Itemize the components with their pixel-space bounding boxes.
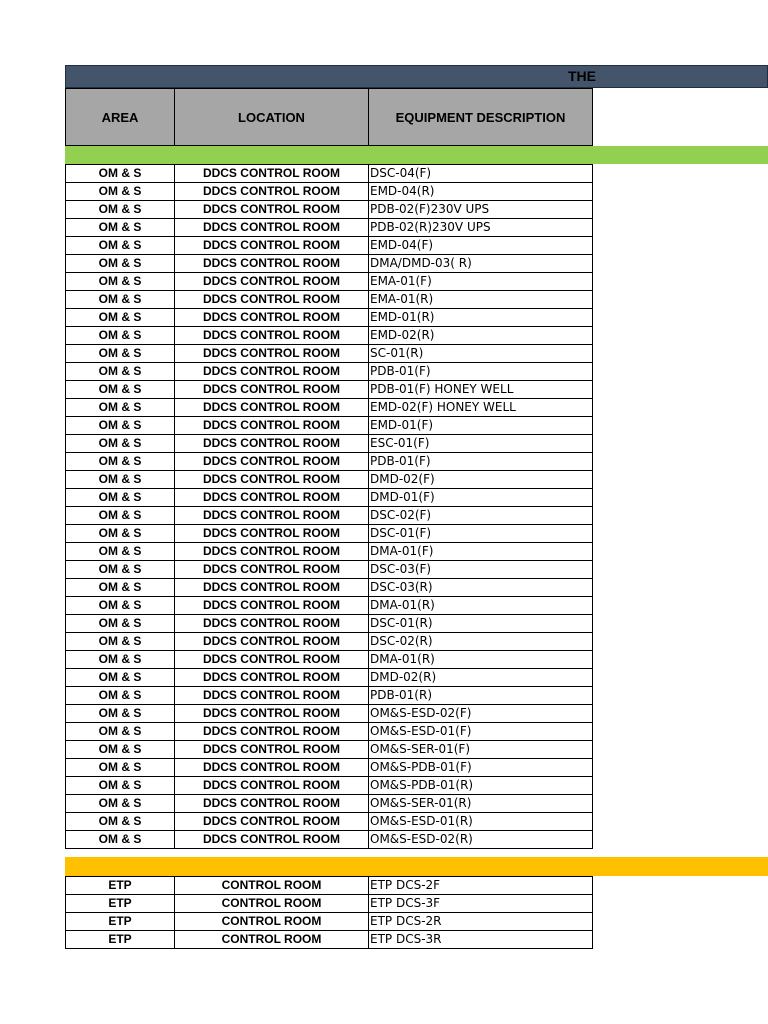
equipment-cell[interactable]: DMD-02(R) bbox=[369, 669, 593, 687]
equipment-cell[interactable]: OM&S-ESD-02(R) bbox=[369, 831, 593, 849]
table-row bbox=[66, 309, 593, 327]
area-cell[interactable]: OM & S bbox=[66, 507, 175, 525]
area-cell[interactable]: OM & S bbox=[66, 345, 175, 363]
equipment-cell[interactable]: OM&S-ESD-02(F) bbox=[369, 705, 593, 723]
location-cell[interactable]: DDCS CONTROL ROOM bbox=[175, 381, 369, 399]
area-cell[interactable]: OM & S bbox=[66, 687, 175, 705]
table-row bbox=[66, 777, 593, 795]
equipment-cell[interactable]: EMD-04(F) bbox=[369, 237, 593, 255]
area-cell[interactable]: OM & S bbox=[66, 309, 175, 327]
equipment-cell[interactable]: ETP DCS-3R bbox=[369, 931, 593, 949]
header-location[interactable]: LOCATION bbox=[174, 88, 369, 146]
equipment-cell[interactable]: DSC-03(R) bbox=[369, 579, 593, 597]
area-cell[interactable]: OM & S bbox=[66, 363, 175, 381]
table-row bbox=[66, 651, 593, 669]
location-cell[interactable]: DDCS CONTROL ROOM bbox=[175, 705, 369, 723]
area-cell[interactable]: OM & S bbox=[66, 381, 175, 399]
header-area[interactable]: AREA bbox=[65, 88, 175, 146]
equipment-cell[interactable]: ETP DCS-3F bbox=[369, 895, 593, 913]
equipment-cell[interactable]: PDB-01(F) bbox=[369, 453, 593, 471]
table-row bbox=[66, 525, 593, 543]
equipment-cell[interactable]: OM&S-PDB-01(F) bbox=[369, 759, 593, 777]
table-row bbox=[66, 507, 593, 525]
location-cell[interactable]: DDCS CONTROL ROOM bbox=[175, 525, 369, 543]
location-cell[interactable]: DDCS CONTROL ROOM bbox=[175, 327, 369, 345]
equipment-cell[interactable]: ETP DCS-2F bbox=[369, 877, 593, 895]
table-row bbox=[66, 381, 593, 399]
location-cell[interactable]: DDCS CONTROL ROOM bbox=[175, 453, 369, 471]
location-cell[interactable]: DDCS CONTROL ROOM bbox=[175, 651, 369, 669]
table-row bbox=[66, 345, 593, 363]
equipment-cell[interactable]: OM&S-PDB-01(R) bbox=[369, 777, 593, 795]
table-row bbox=[66, 795, 593, 813]
area-cell[interactable]: OM & S bbox=[66, 237, 175, 255]
area-cell[interactable]: ETP bbox=[66, 895, 175, 913]
location-cell[interactable]: DDCS CONTROL ROOM bbox=[175, 597, 369, 615]
equipment-cell[interactable]: DMA-01(R) bbox=[369, 651, 593, 669]
location-cell[interactable]: DDCS CONTROL ROOM bbox=[175, 633, 369, 651]
location-cell[interactable]: DDCS CONTROL ROOM bbox=[175, 471, 369, 489]
area-cell[interactable]: OM & S bbox=[66, 219, 175, 237]
table-row bbox=[66, 687, 593, 705]
area-cell[interactable]: ETP bbox=[66, 877, 175, 895]
location-cell[interactable]: CONTROL ROOM bbox=[175, 931, 369, 949]
equipment-cell[interactable]: PDB-02(R)230V UPS bbox=[369, 219, 593, 237]
table-row bbox=[66, 255, 593, 273]
location-cell[interactable]: DDCS CONTROL ROOM bbox=[175, 669, 369, 687]
area-cell[interactable]: OM & S bbox=[66, 399, 175, 417]
location-cell[interactable]: CONTROL ROOM bbox=[175, 913, 369, 931]
equipment-cell[interactable]: DMA/DMD-03( R) bbox=[369, 255, 593, 273]
area-cell[interactable]: OM & S bbox=[66, 543, 175, 561]
location-cell[interactable]: DDCS CONTROL ROOM bbox=[175, 435, 369, 453]
section-divider-orange bbox=[65, 857, 768, 876]
area-cell[interactable]: ETP bbox=[66, 931, 175, 949]
equipment-cell[interactable]: EMD-02(F) HONEY WELL bbox=[369, 399, 593, 417]
table-row bbox=[66, 931, 593, 949]
table-row bbox=[66, 183, 593, 201]
location-cell[interactable]: DDCS CONTROL ROOM bbox=[175, 777, 369, 795]
area-cell[interactable]: OM & S bbox=[66, 633, 175, 651]
location-cell[interactable]: DDCS CONTROL ROOM bbox=[175, 579, 369, 597]
area-cell[interactable]: OM & S bbox=[66, 777, 175, 795]
equipment-cell[interactable]: DMD-01(F) bbox=[369, 489, 593, 507]
table-row bbox=[66, 327, 593, 345]
location-cell[interactable]: DDCS CONTROL ROOM bbox=[175, 723, 369, 741]
equipment-cell[interactable]: DMD-02(F) bbox=[369, 471, 593, 489]
table-row bbox=[66, 705, 593, 723]
location-cell[interactable]: DDCS CONTROL ROOM bbox=[175, 489, 369, 507]
area-cell[interactable]: OM & S bbox=[66, 723, 175, 741]
equipment-cell[interactable]: DSC-03(F) bbox=[369, 561, 593, 579]
table-row bbox=[66, 165, 593, 183]
equipment-cell[interactable]: EMD-01(R) bbox=[369, 309, 593, 327]
equipment-cell[interactable]: DSC-01(R) bbox=[369, 615, 593, 633]
location-cell[interactable]: CONTROL ROOM bbox=[175, 877, 369, 895]
location-cell[interactable]: DDCS CONTROL ROOM bbox=[175, 813, 369, 831]
location-cell[interactable]: DDCS CONTROL ROOM bbox=[175, 291, 369, 309]
location-cell[interactable]: DDCS CONTROL ROOM bbox=[175, 363, 369, 381]
table-row bbox=[66, 435, 593, 453]
equipment-cell[interactable]: EMA-01(F) bbox=[369, 273, 593, 291]
area-cell[interactable]: OM & S bbox=[66, 651, 175, 669]
equipment-cell[interactable]: ETP DCS-2R bbox=[369, 913, 593, 931]
equipment-cell[interactable]: DSC-01(F) bbox=[369, 525, 593, 543]
location-cell[interactable]: DDCS CONTROL ROOM bbox=[175, 165, 369, 183]
equipment-cell[interactable]: DSC-02(F) bbox=[369, 507, 593, 525]
equipment-cell[interactable]: DSC-02(R) bbox=[369, 633, 593, 651]
area-cell[interactable]: OM & S bbox=[66, 831, 175, 849]
area-cell[interactable]: OM & S bbox=[66, 795, 175, 813]
location-cell[interactable]: DDCS CONTROL ROOM bbox=[175, 831, 369, 849]
table-row bbox=[66, 399, 593, 417]
equipment-cell[interactable]: OM&S-ESD-01(F) bbox=[369, 723, 593, 741]
table-row bbox=[66, 237, 593, 255]
table-row bbox=[66, 579, 593, 597]
table-row bbox=[66, 471, 593, 489]
area-cell[interactable]: OM & S bbox=[66, 759, 175, 777]
location-cell[interactable]: DDCS CONTROL ROOM bbox=[175, 237, 369, 255]
equipment-cell[interactable]: DMA-01(F) bbox=[369, 543, 593, 561]
sheet-title: THE bbox=[568, 68, 596, 84]
area-cell[interactable]: OM & S bbox=[66, 255, 175, 273]
location-cell[interactable]: DDCS CONTROL ROOM bbox=[175, 219, 369, 237]
table-row bbox=[66, 759, 593, 777]
location-cell[interactable]: CONTROL ROOM bbox=[175, 895, 369, 913]
location-cell[interactable]: DDCS CONTROL ROOM bbox=[175, 795, 369, 813]
table-row bbox=[66, 741, 593, 759]
table-row bbox=[66, 543, 593, 561]
location-cell[interactable]: DDCS CONTROL ROOM bbox=[175, 183, 369, 201]
area-cell[interactable]: OM & S bbox=[66, 327, 175, 345]
table-row bbox=[66, 291, 593, 309]
area-cell[interactable]: OM & S bbox=[66, 291, 175, 309]
area-cell[interactable]: OM & S bbox=[66, 453, 175, 471]
location-cell[interactable]: DDCS CONTROL ROOM bbox=[175, 399, 369, 417]
area-cell[interactable]: OM & S bbox=[66, 561, 175, 579]
area-cell[interactable]: OM & S bbox=[66, 525, 175, 543]
location-cell[interactable]: DDCS CONTROL ROOM bbox=[175, 687, 369, 705]
area-cell[interactable]: OM & S bbox=[66, 273, 175, 291]
table-row bbox=[66, 561, 593, 579]
area-cell[interactable]: ETP bbox=[66, 913, 175, 931]
table-row bbox=[66, 615, 593, 633]
location-cell[interactable]: DDCS CONTROL ROOM bbox=[175, 417, 369, 435]
equipment-table-om-s bbox=[65, 164, 593, 849]
area-cell[interactable]: OM & S bbox=[66, 813, 175, 831]
area-cell[interactable]: OM & S bbox=[66, 435, 175, 453]
area-cell[interactable]: OM & S bbox=[66, 201, 175, 219]
area-cell[interactable]: OM & S bbox=[66, 705, 175, 723]
equipment-cell[interactable]: SC-01(R) bbox=[369, 345, 593, 363]
table-row bbox=[66, 201, 593, 219]
location-cell[interactable]: DDCS CONTROL ROOM bbox=[175, 741, 369, 759]
equipment-cell[interactable]: EMD-04(R) bbox=[369, 183, 593, 201]
equipment-cell[interactable]: EMD-01(F) bbox=[369, 417, 593, 435]
location-cell[interactable]: DDCS CONTROL ROOM bbox=[175, 759, 369, 777]
table-row bbox=[66, 633, 593, 651]
equipment-cell[interactable]: PDB-01(F) bbox=[369, 363, 593, 381]
location-cell[interactable]: DDCS CONTROL ROOM bbox=[175, 201, 369, 219]
table-row bbox=[66, 597, 593, 615]
equipment-cell[interactable]: PDB-01(R) bbox=[369, 687, 593, 705]
equipment-cell[interactable]: PDB-02(F)230V UPS bbox=[369, 201, 593, 219]
table-row bbox=[66, 453, 593, 471]
location-cell[interactable]: DDCS CONTROL ROOM bbox=[175, 309, 369, 327]
area-cell[interactable]: OM & S bbox=[66, 741, 175, 759]
area-cell[interactable]: OM & S bbox=[66, 615, 175, 633]
equipment-cell[interactable]: DSC-04(F) bbox=[369, 165, 593, 183]
equipment-cell[interactable]: EMD-02(R) bbox=[369, 327, 593, 345]
equipment-table-etp bbox=[65, 876, 593, 949]
equipment-cell[interactable]: ESC-01(F) bbox=[369, 435, 593, 453]
area-cell[interactable]: OM & S bbox=[66, 489, 175, 507]
area-cell[interactable]: OM & S bbox=[66, 579, 175, 597]
location-cell[interactable]: DDCS CONTROL ROOM bbox=[175, 615, 369, 633]
section-divider-green bbox=[65, 146, 768, 164]
header-equipment-description[interactable]: EQUIPMENT DESCRIPTION bbox=[368, 88, 593, 146]
table-row bbox=[66, 895, 593, 913]
table-row bbox=[66, 913, 593, 931]
equipment-cell[interactable]: DMA-01(R) bbox=[369, 597, 593, 615]
table-row bbox=[66, 723, 593, 741]
equipment-cell[interactable]: EMA-01(R) bbox=[369, 291, 593, 309]
table-row bbox=[66, 831, 593, 849]
area-cell[interactable]: OM & S bbox=[66, 417, 175, 435]
equipment-cell[interactable]: OM&S-ESD-01(R) bbox=[369, 813, 593, 831]
area-cell[interactable]: OM & S bbox=[66, 471, 175, 489]
area-cell[interactable]: OM & S bbox=[66, 183, 175, 201]
area-cell[interactable]: OM & S bbox=[66, 165, 175, 183]
location-cell[interactable]: DDCS CONTROL ROOM bbox=[175, 345, 369, 363]
table-row bbox=[66, 219, 593, 237]
equipment-cell[interactable]: PDB-01(F) HONEY WELL bbox=[369, 381, 593, 399]
table-row bbox=[66, 669, 593, 687]
table-row bbox=[66, 417, 593, 435]
area-cell[interactable]: OM & S bbox=[66, 597, 175, 615]
table-row bbox=[66, 877, 593, 895]
location-cell[interactable]: DDCS CONTROL ROOM bbox=[175, 255, 369, 273]
table-row bbox=[66, 273, 593, 291]
sheet-title-bar bbox=[65, 65, 768, 88]
location-cell[interactable]: DDCS CONTROL ROOM bbox=[175, 543, 369, 561]
table-row bbox=[66, 489, 593, 507]
location-cell[interactable]: DDCS CONTROL ROOM bbox=[175, 273, 369, 291]
location-cell[interactable]: DDCS CONTROL ROOM bbox=[175, 507, 369, 525]
table-row bbox=[66, 363, 593, 381]
table-row bbox=[66, 813, 593, 831]
location-cell[interactable]: DDCS CONTROL ROOM bbox=[175, 561, 369, 579]
area-cell[interactable]: OM & S bbox=[66, 669, 175, 687]
equipment-cell[interactable]: OM&S-SER-01(F) bbox=[369, 741, 593, 759]
equipment-cell[interactable]: OM&S-SER-01(R) bbox=[369, 795, 593, 813]
